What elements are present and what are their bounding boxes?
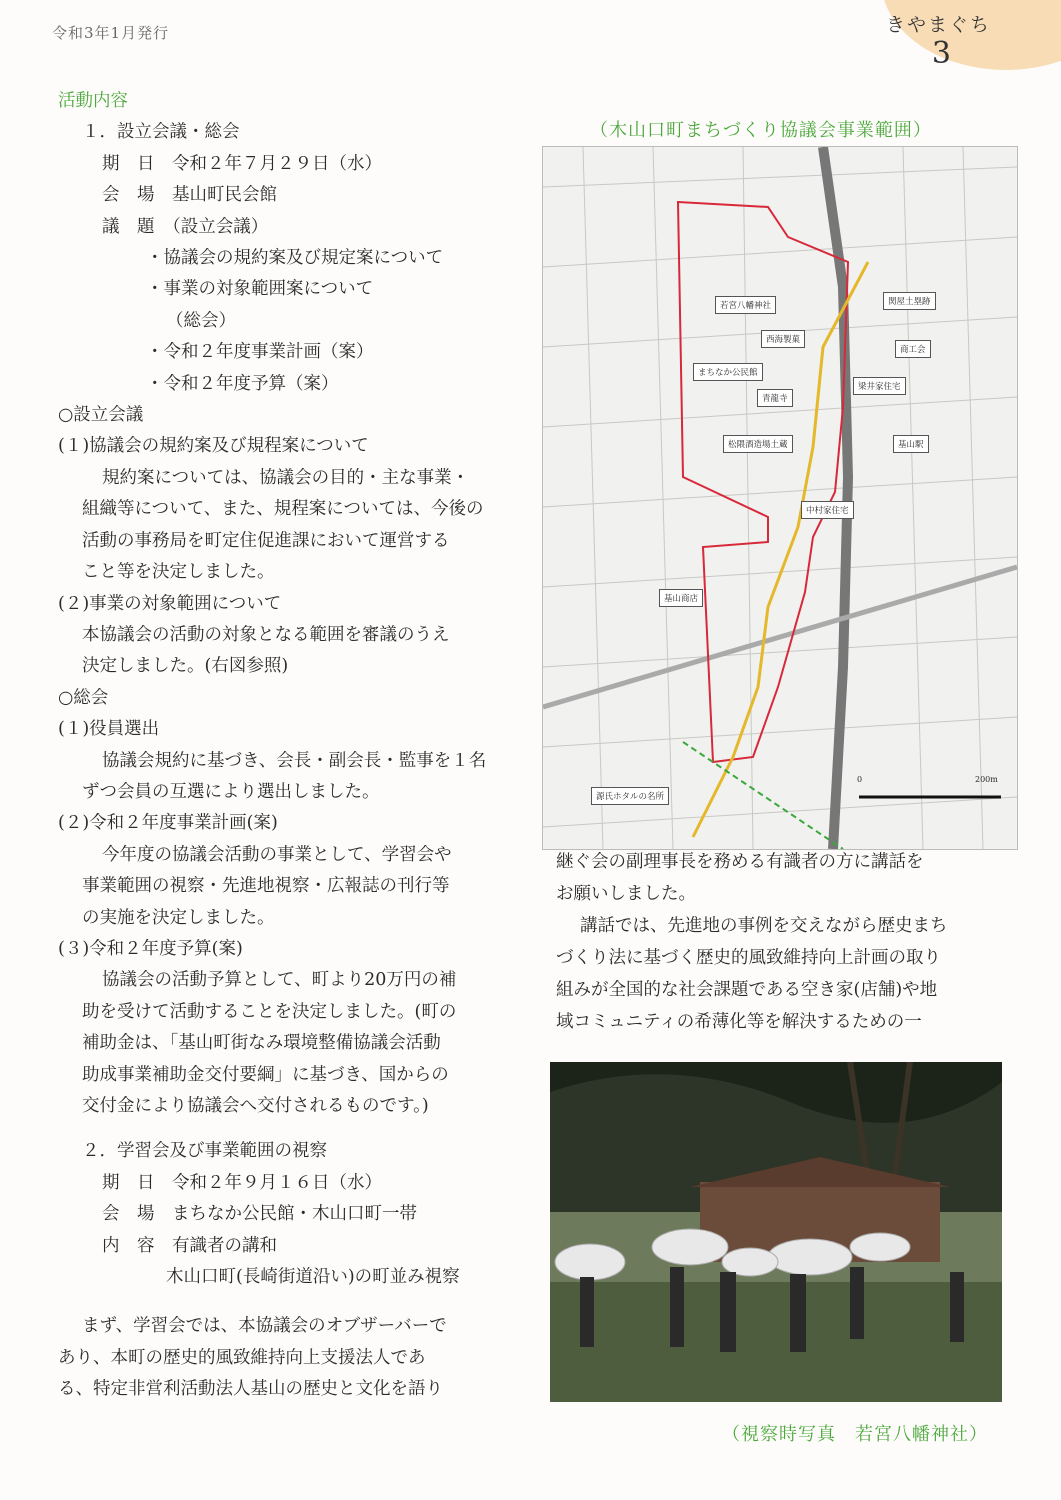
map-scale-zero: 0 (857, 775, 863, 784)
section-title: 活動内容 (58, 91, 128, 111)
text-line: 決定しました。(右図参照) (82, 656, 289, 677)
left-column (58, 86, 508, 1406)
map-label-shokokai: 商工会 (895, 340, 931, 358)
text-line: 継ぐ会の副理事長を務める有識者の方に講話を (556, 852, 924, 872)
text-line: る、特定非営利活動法人基山の歴史と文化を語り (58, 1379, 443, 1400)
text-line: 事業範囲の視察・先進地視察・広報誌の刊行等 (82, 876, 450, 897)
corner-title: きやまぐち (885, 14, 991, 36)
page-number: 3 (931, 36, 951, 71)
text-line: 組みが全国的な社会課題である空き家(店舗)や地 (556, 980, 938, 1000)
map-label-nakamura: 中村家住宅 (801, 501, 854, 519)
area-map (542, 146, 1018, 850)
text-line: づくり法に基づく歴史的風致維持向上計画の取り (556, 948, 941, 968)
text-line: あり、本町の歴史的風致維持向上支援法人であ (58, 1347, 426, 1368)
text-line: 会 場 まちなか公民館・木山口町一帯 (102, 1204, 417, 1225)
text-line: ずつ会員の互選により選出しました。 (82, 781, 380, 802)
text-line: 内 容 有識者の講和 (102, 1235, 277, 1256)
text-line: １．設立会議・総会 (82, 122, 240, 143)
map-scale-label: 200m (975, 775, 998, 784)
text-line: ・令和２年度予算（案） (146, 373, 339, 394)
text-line: (２)令和２年度事業計画(案) (58, 813, 278, 834)
text-line: （総会） (166, 310, 236, 331)
text-line: 会 場 基山町民会館 (102, 185, 277, 206)
map-label-kiyama-shoten: 基山商店 (659, 589, 703, 607)
map-label-yanai: 梁井家住宅 (853, 377, 906, 395)
map-label-kiyama-station: 基山駅 (893, 435, 929, 453)
text-line: の実施を決定しました。 (82, 907, 275, 928)
text-line: (１)役員選出 (58, 719, 160, 740)
text-line: 期 日 令和２年９月１６日（水） (102, 1172, 382, 1193)
text-line: 規約案については、協議会の目的・主な事業・ (102, 467, 470, 488)
text-line: 本協議会の活動の対象となる範囲を審議のうえ (82, 624, 450, 645)
map-label-machinaka: まちなか公民館 (693, 363, 763, 381)
text-line: まず、学習会では、本協議会のオブザーバーで (82, 1316, 447, 1337)
map-label-matsukuma: 松隈酒造場土蔵 (723, 435, 793, 453)
text-line: 今年度の協議会活動の事業として、学習会や (102, 844, 452, 865)
text-line: 議 題 （設立会議） (102, 216, 269, 237)
text-line: 交付金により協議会へ交付されるものです。) (82, 1096, 429, 1116)
map-label-sekiya: 関屋土塁跡 (883, 292, 936, 310)
text-line: (３)令和２年度予算(案) (58, 938, 243, 959)
right-column (556, 846, 1016, 1038)
text-line: 域コミュニティの希薄化等を解決するための一 (556, 1012, 922, 1032)
map-label-genji-hotaru: 源氏ホタルの名所 (591, 787, 669, 805)
text-line: こと等を決定しました。 (82, 562, 275, 583)
photo-illustration (550, 1062, 1002, 1402)
issue-date: 令和3年1月発行 (52, 24, 170, 42)
photo-caption: （視察時写真 若宮八幡神社） (722, 1424, 988, 1445)
map-label-wakamiya: 若宮八幡神社 (715, 296, 776, 314)
text-line: ・事業の対象範囲案について (146, 279, 374, 300)
map-label-saikai: 西海製菓 (761, 330, 805, 348)
text-line: 木山口町(長崎街道沿い)の町並み視察 (166, 1267, 460, 1288)
text-line: ２．学習会及び事業範囲の視察 (82, 1141, 327, 1162)
text-line: 補助金は、「基山町街なみ環境整備協議会活動 (82, 1033, 441, 1054)
site-visit-photo (550, 1062, 1002, 1402)
text-line: 協議会規約に基づき、会長・副会長・監事を１名 (102, 750, 487, 771)
text-line: お願いしました。 (556, 884, 696, 904)
text-line: 期 日 令和２年７月２９日（水） (102, 153, 382, 174)
text-line: 組織等について、また、規程案については、今後の (82, 499, 484, 520)
text-line: 協議会の活動予算として、町より20万円の補 (102, 970, 457, 991)
text-line: ○総会 (58, 687, 109, 708)
text-line: (２)事業の対象範囲について (58, 593, 282, 614)
map-label-seiryuji: 青龍寺 (757, 389, 793, 407)
text-line: 活動の事務局を町定住促進課において運営する (82, 530, 450, 551)
text-line: ○設立会議 (58, 405, 144, 426)
map-caption: （木山口町まちづくり協議会事業範囲） (590, 120, 932, 141)
text-line: ・令和２年度事業計画（案） (146, 342, 374, 363)
text-line: 講話では、先進地の事例を交えながら歴史まち (580, 916, 948, 936)
text-line: 助成事業補助金交付要綱」に基づき、国からの (82, 1064, 449, 1085)
text-line: (１)協議会の規約案及び規程案について (58, 436, 369, 457)
map-graphic (543, 147, 1017, 849)
text-line: 助を受けて活動することを決定しました。(町の (82, 1001, 457, 1022)
text-line: ・協議会の規約案及び規定案について (146, 248, 444, 269)
